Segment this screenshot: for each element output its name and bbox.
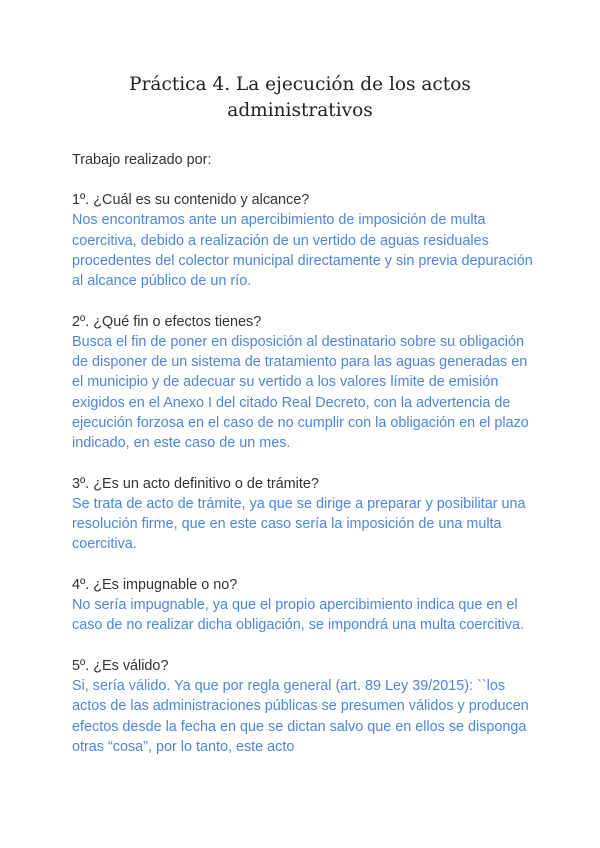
answer-text: Busca el fin de poner en disposición al destinatario sobre su obligación de disponer de un sistema de tratamiento para las aguas generadas en el municipio y de adecuar su vertido a los valores límite de emisión exigidos en el Anexo I del citado Real Decreto, con la advertencia de ejecución forzosa en el caso de no cumplir con la obligación en el plazo indicado, en este caso de un mes. — [72, 333, 529, 451]
answer-text: Se trata de acto de trámite, ya que se dirige a preparar y posibilitar una resolución firme, que en este caso sería la imposición de una multa coercitiva. — [72, 495, 526, 553]
question-section-2 — [72, 312, 542, 453]
answer-text: No sería impugnable, ya que el propio apercibimiento indica que en el caso de no realizar dicha obligación, se impondrá una multa coercitiva. — [72, 597, 524, 634]
question-text: 3º. ¿Es un acto definitivo o de trámite? — [72, 475, 319, 492]
question-section-1 — [72, 190, 542, 291]
intro-text: Trabajo realizado por: — [72, 152, 212, 168]
question-section-3 — [72, 474, 542, 555]
question-section-4 — [72, 575, 542, 636]
document-title — [60, 72, 540, 124]
question-text: 4º. ¿Es impugnable o no? — [72, 576, 238, 593]
question-text: 1º. ¿Cuál es su contenido y alcance? — [72, 192, 310, 209]
question-text: 2º. ¿Qué fin o efectos tienes? — [72, 313, 262, 330]
title-line-2: administrativos — [227, 100, 373, 121]
answer-text: Nos encontramos ante un apercibimiento de imposición de multa coercitiva, debido a realización de un vertido de aguas residuales procedentes del colector municipal directamente y sin previa depuración al alcance público de un río. — [72, 212, 533, 290]
answer-text: Si, sería válido. Ya que por regla general (art. 89 Ley 39/2015): ``los actos de las administraciones públicas se presumen válidos y producen efectos desde la fecha en que se dictan salvo que en ellos se disponga otras “cosa”, por lo tanto, este acto — [72, 678, 529, 755]
title-line-1: Práctica 4. La ejecución de los actos — [129, 74, 471, 95]
document-body — [72, 150, 542, 778]
question-text: 5º. ¿Es válido? — [72, 658, 169, 675]
question-section-5 — [72, 656, 542, 757]
